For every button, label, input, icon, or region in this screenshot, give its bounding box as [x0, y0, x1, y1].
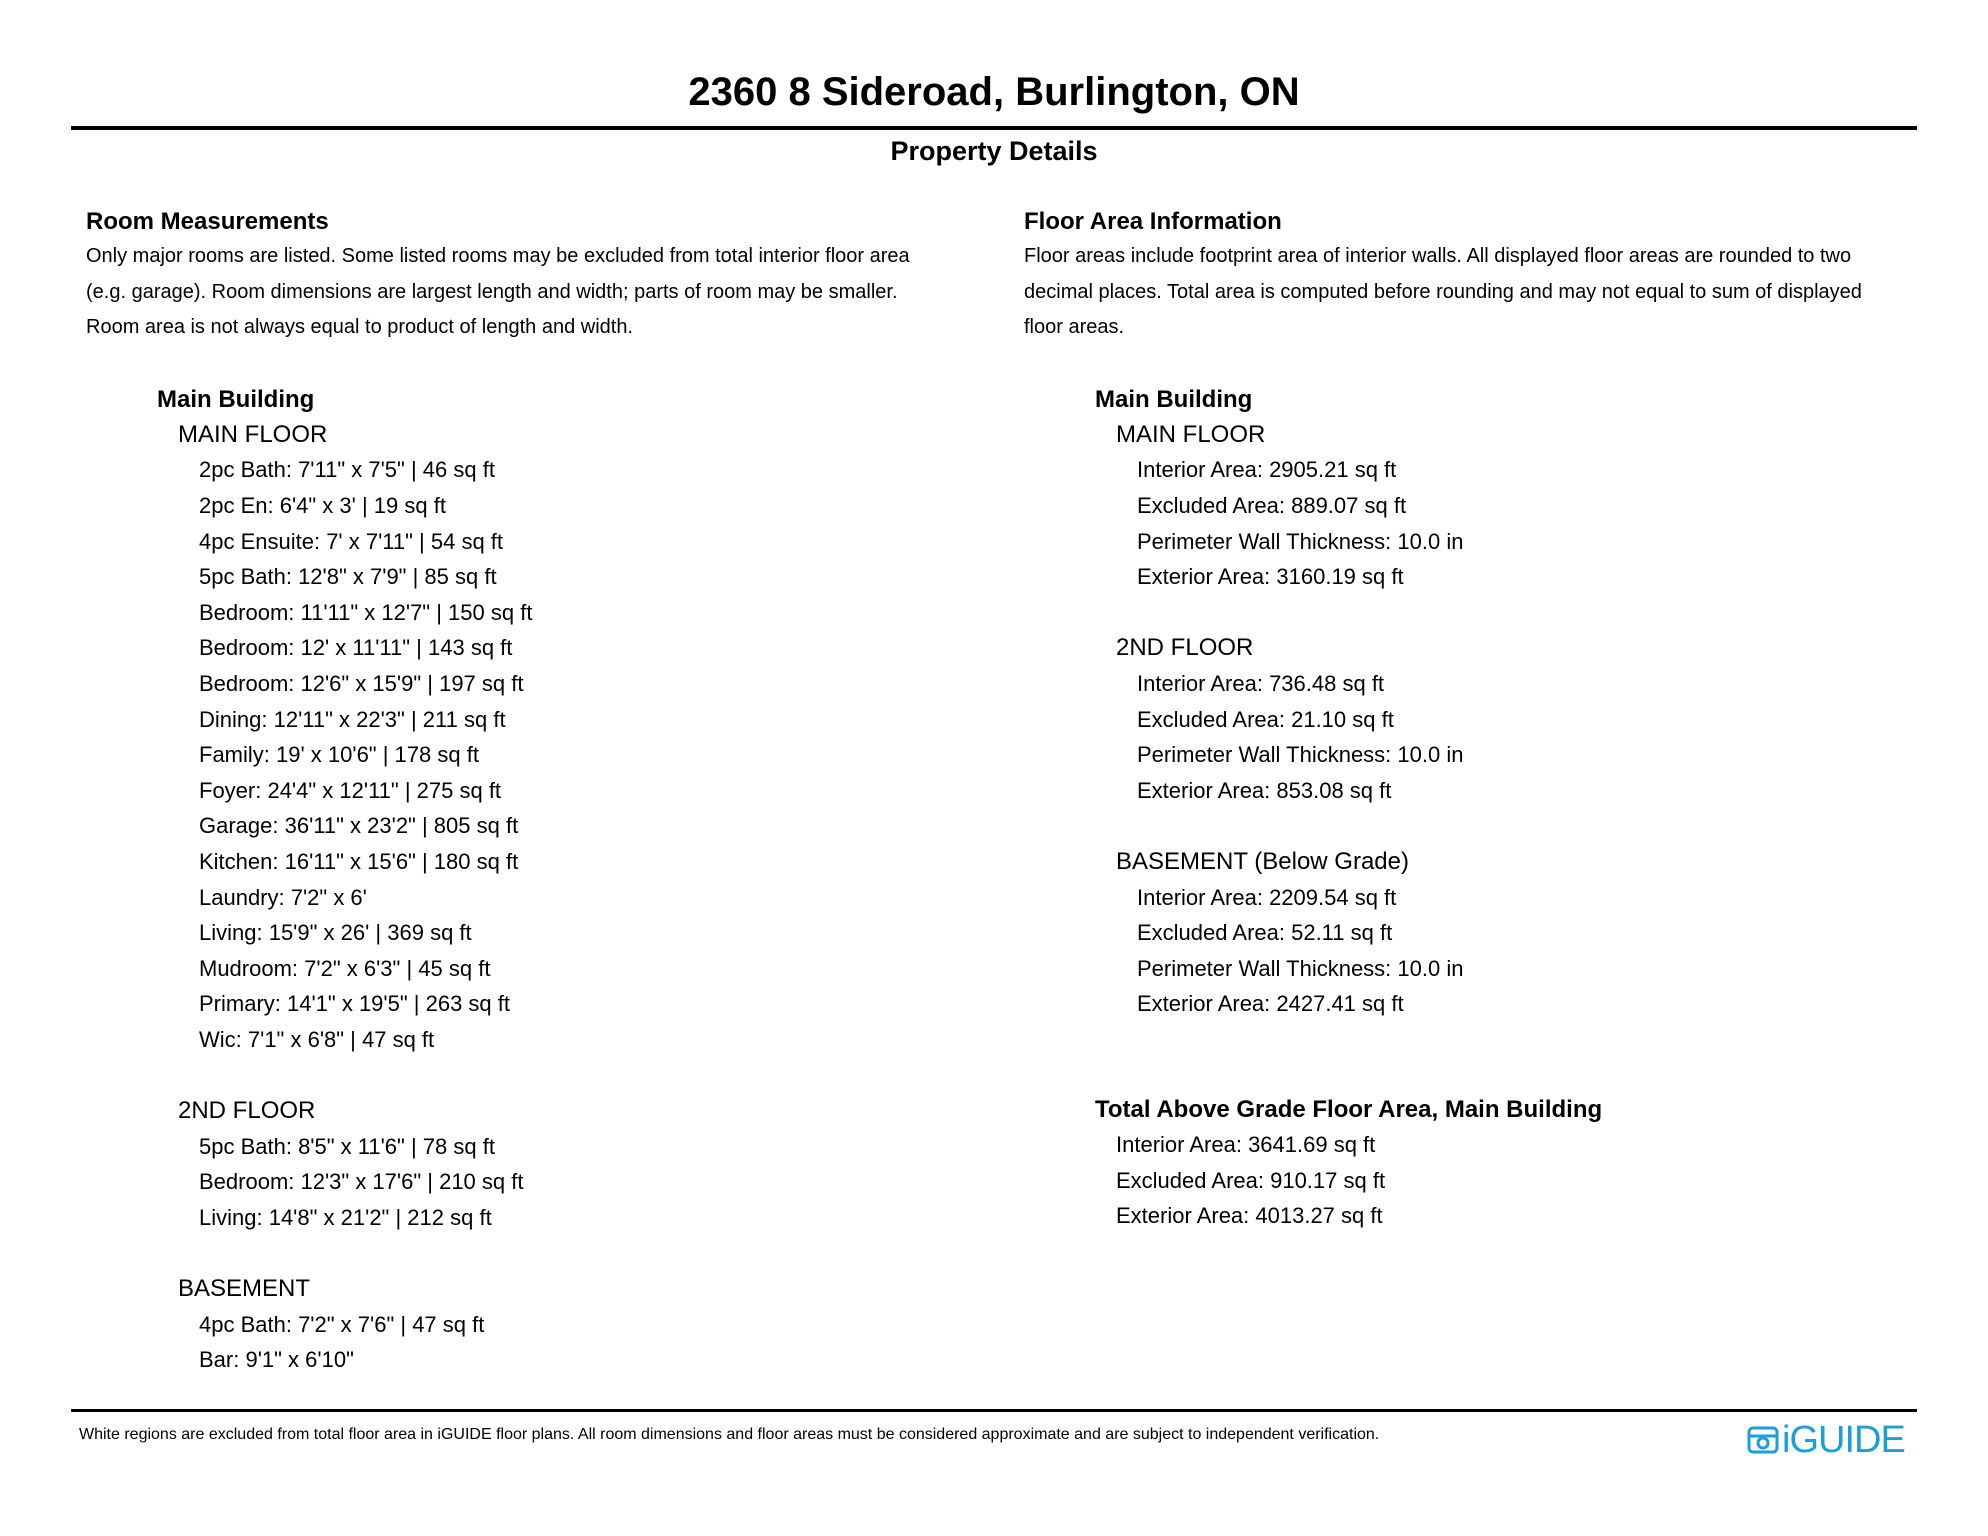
- floor-name: 2ND FLOOR: [1116, 634, 1254, 662]
- total-area-item: Exterior Area: 4013.27 sq ft: [1116, 1203, 1383, 1229]
- area-item: Excluded Area: 889.07 sq ft: [1137, 492, 1407, 518]
- area-item: Interior Area: 2905.21 sq ft: [1137, 457, 1397, 483]
- iguide-logo: [1746, 1420, 1905, 1460]
- room-item: 4pc Ensuite: 7' x 7'11" | 54 sq ft: [199, 528, 504, 554]
- room-item: Living: 15'9" x 26' | 369 sq ft: [199, 920, 472, 946]
- floor-main-rooms: [86, 417, 986, 1058]
- floor-area-heading: Floor Area Information: [1024, 208, 1282, 235]
- area-item: Exterior Area: 2427.41 sq ft: [1137, 991, 1404, 1017]
- room-item: Bedroom: 12'6" x 15'9" | 197 sq ft: [199, 670, 524, 696]
- room-item: Foyer: 24'4" x 12'11" | 275 sq ft: [199, 777, 502, 803]
- footer-divider: [71, 1409, 1917, 1412]
- room-item: 2pc Bath: 7'11" x 7'5" | 46 sq ft: [199, 457, 495, 483]
- room-measurements-description: [86, 239, 986, 346]
- room-item: Garage: 36'11" x 23'2" | 805 sq ft: [199, 813, 519, 839]
- total-floor-area: [1024, 1093, 1924, 1234]
- camera-icon: [1746, 1423, 1780, 1457]
- description-line: decimal places. Total area is computed before rounding and may not equal to sum of displayed: [1024, 280, 1862, 303]
- floor-area-description: [1024, 239, 1924, 346]
- header-divider: [71, 126, 1917, 130]
- total-area-item: Excluded Area: 910.17 sq ft: [1116, 1167, 1386, 1193]
- floor-area-section: [1024, 205, 1924, 1234]
- description-line: Only major rooms are listed. Some listed rooms may be excluded from total interior floor area: [86, 245, 910, 267]
- floor-name: MAIN FLOOR: [178, 420, 328, 448]
- room-item: 2pc En: 6'4" x 3' | 19 sq ft: [199, 492, 446, 518]
- area-item: Perimeter Wall Thickness: 10.0 in: [1137, 955, 1464, 981]
- room-measurements-heading: Room Measurements: [86, 208, 329, 235]
- building-title: Main Building: [157, 385, 315, 413]
- room-item: 4pc Bath: 7'2" x 7'6" | 47 sq ft: [199, 1311, 485, 1337]
- area-item: Excluded Area: 52.11 sq ft: [1137, 920, 1393, 946]
- floor-name: BASEMENT: [178, 1275, 311, 1303]
- room-item: Mudroom: 7'2" x 6'3" | 45 sq ft: [199, 955, 491, 981]
- description-line: Room area is not always equal to product of length and width.: [86, 316, 633, 339]
- area-item: Perimeter Wall Thickness: 10.0 in: [1137, 528, 1464, 554]
- page-subtitle: Property Details: [890, 136, 1098, 166]
- logo-text: iGUIDE: [1782, 1419, 1905, 1461]
- room-item: Bedroom: 12' x 11'11" | 143 sq ft: [199, 635, 513, 661]
- room-item: Family: 19' x 10'6" | 178 sq ft: [199, 742, 479, 768]
- floor-name: BASEMENT (Below Grade): [1116, 847, 1409, 875]
- area-item: Excluded Area: 21.10 sq ft: [1137, 706, 1394, 732]
- area-item: Perimeter Wall Thickness: 10.0 in: [1137, 742, 1464, 768]
- area-item: Interior Area: 2209.54 sq ft: [1137, 884, 1397, 910]
- floor-basement-areas: [1024, 844, 1924, 1022]
- room-item: Primary: 14'1" x 19'5" | 263 sq ft: [199, 991, 510, 1017]
- description-line: Floor areas include footprint area of interior walls. All displayed floor areas are rounded to two: [1024, 245, 1852, 267]
- floor-basement-rooms: [86, 1271, 986, 1378]
- room-item: Dining: 12'11" x 22'3" | 211 sq ft: [199, 706, 506, 732]
- floor-second-areas: [1024, 630, 1924, 808]
- area-item: Exterior Area: 853.08 sq ft: [1137, 777, 1392, 803]
- room-measurements-section: [86, 205, 986, 1378]
- floor-name: 2ND FLOOR: [178, 1097, 316, 1125]
- room-item: Living: 14'8" x 21'2" | 212 sq ft: [199, 1204, 492, 1230]
- total-area-item: Interior Area: 3641.69 sq ft: [1116, 1132, 1376, 1158]
- room-item: 5pc Bath: 8'5" x 11'6" | 78 sq ft: [199, 1133, 495, 1159]
- area-item: Exterior Area: 3160.19 sq ft: [1137, 564, 1404, 590]
- room-item: Bedroom: 12'3" x 17'6" | 210 sq ft: [199, 1169, 524, 1195]
- room-item: 5pc Bath: 12'8" x 7'9" | 85 sq ft: [199, 564, 497, 590]
- description-line: floor areas.: [1024, 316, 1125, 339]
- floor-second-rooms: [86, 1093, 986, 1235]
- floor-name: MAIN FLOOR: [1116, 420, 1266, 448]
- footer-disclaimer: White regions are excluded from total floor area in iGUIDE floor plans. All room dimensions and floor areas must be considered approximate and are subject to independent verification.: [79, 1426, 1380, 1443]
- description-line: (e.g. garage). Room dimensions are largest length and width; parts of room may be smaller.: [86, 280, 898, 303]
- room-item: Wic: 7'1" x 6'8" | 47 sq ft: [199, 1026, 435, 1052]
- total-area-heading: Total Above Grade Floor Area, Main Building: [1095, 1096, 1603, 1124]
- room-item: Bar: 9'1" x 6'10": [199, 1347, 354, 1373]
- page-title: 2360 8 Sideroad, Burlington, ON: [688, 70, 1300, 114]
- building-title: Main Building: [1095, 385, 1253, 413]
- floor-main-areas: [1024, 417, 1924, 595]
- room-item: Bedroom: 11'11" x 12'7" | 150 sq ft: [199, 599, 533, 625]
- area-item: Interior Area: 736.48 sq ft: [1137, 670, 1385, 696]
- room-item: Laundry: 7'2" x 6': [199, 884, 367, 910]
- room-item: Kitchen: 16'11" x 15'6" | 180 sq ft: [199, 848, 519, 874]
